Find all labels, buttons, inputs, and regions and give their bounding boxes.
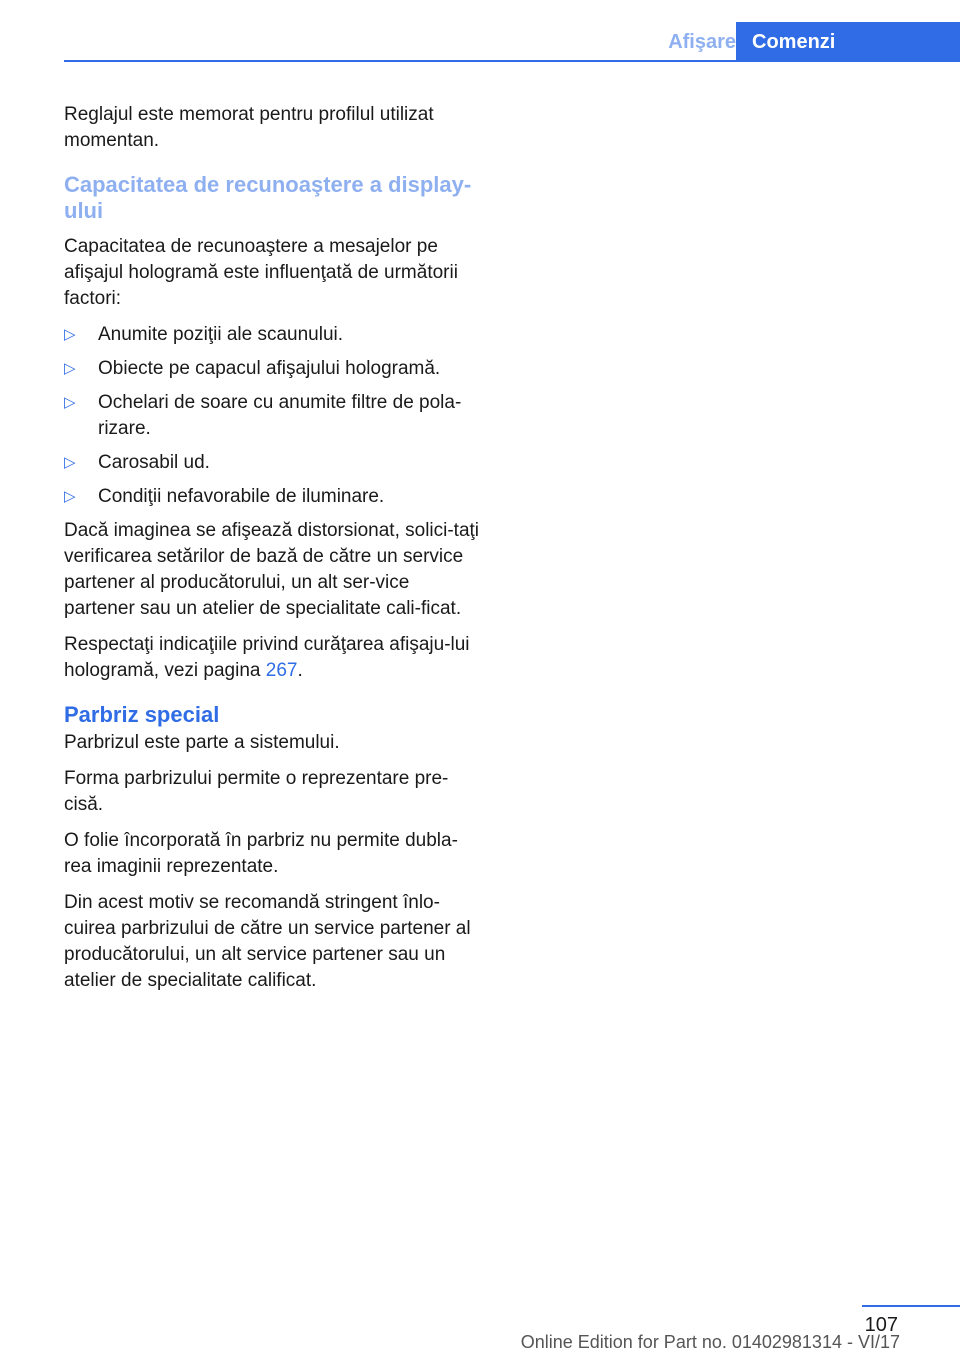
list-item-text: Ochelari de soare cu anumite filtre de pola‐rizare. xyxy=(98,392,462,439)
heading-display-recognition: Capacitatea de recunoaştere a display-ului xyxy=(64,172,472,223)
list-item-text: Anumite poziţii ale scaunului. xyxy=(98,324,344,345)
main-content xyxy=(64,102,484,1004)
tab-section-afisare[interactable]: Afişare xyxy=(668,31,736,53)
heading-special-windshield: Parbriz special xyxy=(64,702,220,727)
triangle-right-icon: ▷ xyxy=(64,360,76,377)
cleaning-text: Respectaţi indicaţiile privind curăţarea afişaju‐lui hologramă, vezi pagina xyxy=(64,634,470,681)
lead-paragraph: Capacitatea de recunoaştere a mesajelor pe afişajul hologramă este influenţată de următorii factori: xyxy=(64,236,458,309)
factor-list xyxy=(64,322,484,510)
list-item xyxy=(64,484,484,510)
intro-paragraph: Reglajul este memorat pentru profilul utilizat momentan. xyxy=(64,104,434,151)
list-item-text: Condiţii nefavorabile de iluminare. xyxy=(98,486,385,507)
windshield-paragraph-3: O folie încorporată în parbriz nu permite dubla‐rea imaginii reprezentate. xyxy=(64,830,458,877)
list-item-text: Carosabil ud. xyxy=(98,452,210,473)
cleaning-period: . xyxy=(297,660,303,681)
page-number: 107 xyxy=(864,1314,898,1336)
triangle-right-icon: ▷ xyxy=(64,394,76,411)
triangle-right-icon: ▷ xyxy=(64,488,76,505)
list-item xyxy=(64,356,484,382)
windshield-paragraph-4: Din acest motiv se recomandă stringent înlo‐cuirea parbrizului de către un service partener al producătorului, un alt service partener sau un atelier de specialitate calificat. xyxy=(64,892,471,991)
list-item xyxy=(64,390,484,442)
windshield-paragraph-2: Forma parbrizului permite o reprezentare pre‐cisă. xyxy=(64,768,449,815)
triangle-right-icon: ▷ xyxy=(64,454,76,471)
footer-rule xyxy=(862,1305,960,1307)
triangle-right-icon: ▷ xyxy=(64,326,76,343)
list-item xyxy=(64,322,484,348)
list-item xyxy=(64,450,484,476)
edition-footer: Online Edition for Part no. 01402981314 - VI/17 xyxy=(520,1332,900,1352)
tab-chapter-comenzi[interactable]: Comenzi xyxy=(736,22,960,62)
distortion-paragraph: Dacă imaginea se afişează distorsionat, solici‐taţi verificarea setărilor de bază de către un service partener al producătorului, un alt ser‐vice partener sau un atelier de specialitate cali‐ficat. xyxy=(64,520,480,619)
cleaning-paragraph xyxy=(64,632,484,684)
page-link-267[interactable]: 267 xyxy=(265,660,298,681)
windshield-paragraph-1: Parbrizul este parte a sistemului. xyxy=(64,732,340,753)
list-item-text: Obiecte pe capacul afişajului hologramă. xyxy=(98,358,441,379)
